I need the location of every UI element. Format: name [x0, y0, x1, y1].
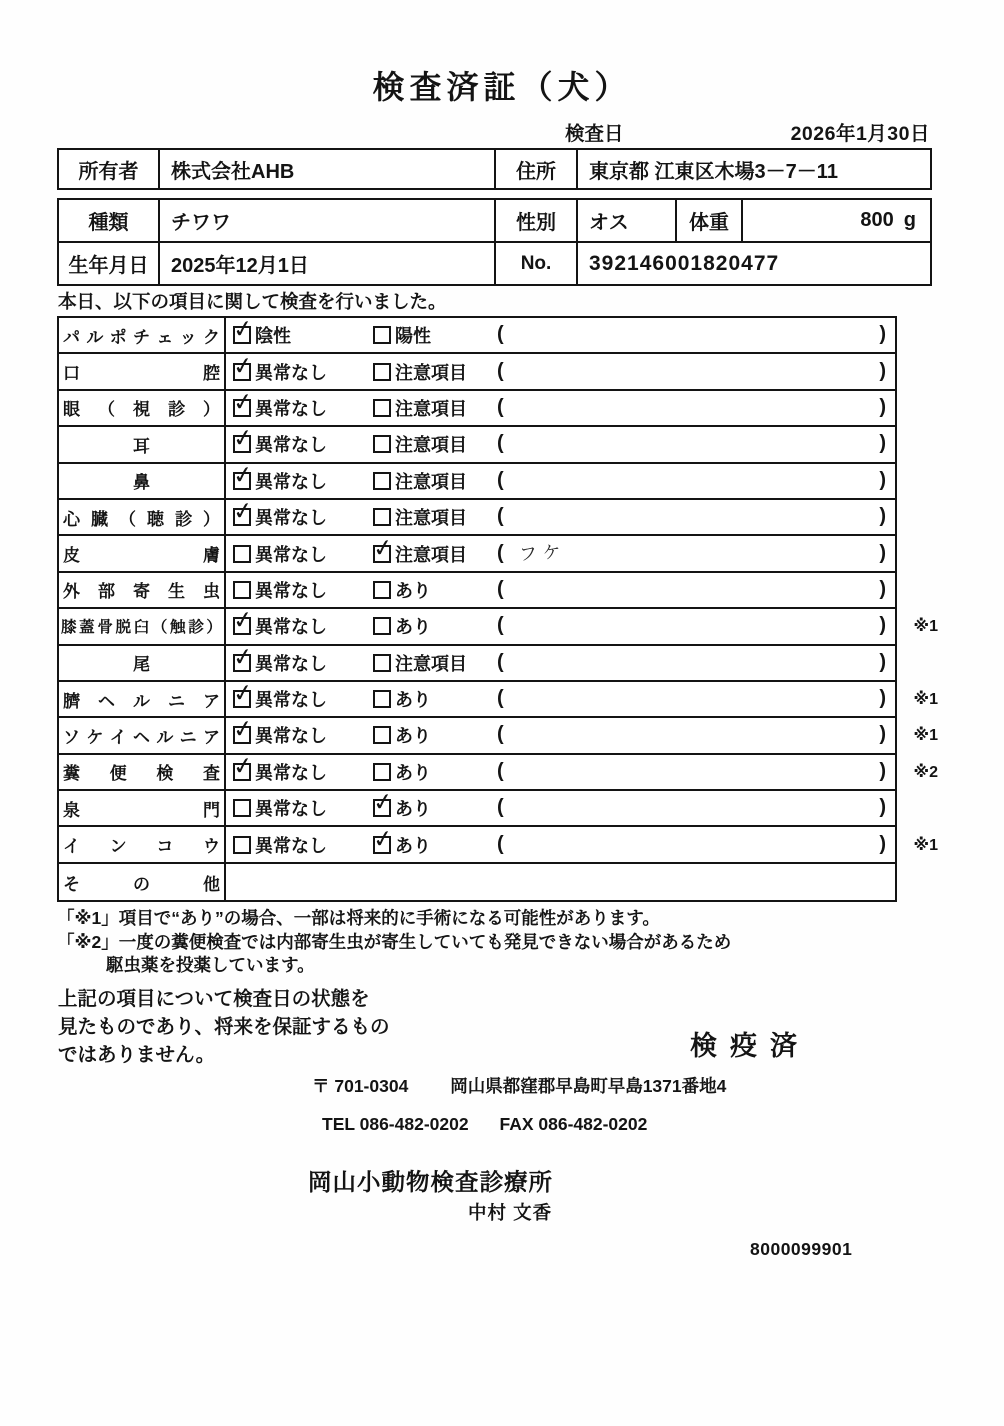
paren-close: ) — [879, 468, 886, 491]
row-label: 眼 （ 視 診 ） — [59, 391, 226, 425]
checklist-row — [59, 609, 938, 645]
option-1 — [233, 464, 327, 498]
row-options — [226, 682, 895, 716]
checklist-row — [59, 791, 895, 827]
footnote-marker: ※2 — [913, 763, 938, 781]
breed-value: チワワ — [160, 200, 496, 241]
row-options — [226, 755, 895, 789]
option-label: 異常なし — [255, 544, 327, 565]
checkbox-icon — [233, 763, 251, 781]
option-label: あり — [395, 835, 431, 856]
animal-table — [57, 198, 932, 286]
animal-table-row-2 — [59, 243, 930, 284]
option-label: 異常なし — [255, 617, 327, 638]
paren-close: ) — [879, 832, 886, 855]
option-label: あり — [395, 726, 431, 747]
option-1 — [233, 427, 327, 461]
weight-unit: g — [903, 209, 916, 231]
row-label: パ ル ポ チ ェ ッ ク — [59, 318, 226, 352]
clinic-address: 岡山県都窪郡早島町早島1371番地4 — [450, 1076, 727, 1096]
paren-close: ) — [879, 796, 886, 819]
checkbox-icon — [373, 363, 391, 381]
checkbox-icon — [233, 399, 251, 417]
checklist-row — [59, 318, 895, 354]
number-label: No. — [496, 243, 578, 284]
row-options — [226, 354, 895, 388]
option-1 — [233, 354, 327, 388]
checkbox-icon — [373, 763, 391, 781]
paren-close: ) — [879, 505, 886, 528]
quarantine-stamp: 検疫済 — [690, 1031, 810, 1061]
weight-number: 800 — [860, 209, 894, 231]
checkbox-icon — [373, 508, 391, 526]
checkbox-icon — [233, 363, 251, 381]
checkbox-icon — [233, 581, 251, 599]
option-2 — [373, 427, 467, 461]
checkbox-icon — [233, 326, 251, 344]
owner-table — [57, 148, 932, 190]
paren-close: ) — [879, 650, 886, 673]
owner-label: 所有者 — [59, 150, 160, 188]
option-2 — [373, 500, 467, 534]
document-code: 8000099901 — [750, 1239, 853, 1259]
disclaimer-line-2: 見たものであり、将来を保証するもの — [58, 1016, 390, 1038]
option-label: あり — [395, 762, 431, 783]
address-value: 東京都 江東区木場3－7－11 — [589, 160, 838, 183]
option-label: 注意項目 — [395, 544, 467, 565]
birthdate-value: 2025年12月1日 — [160, 243, 496, 284]
paren-open: ( — [497, 396, 504, 419]
checkbox-icon — [373, 581, 391, 599]
option-2 — [373, 354, 467, 388]
checkbox-icon — [233, 654, 251, 672]
row-options — [226, 718, 895, 752]
row-options — [226, 573, 895, 607]
row-options — [226, 464, 895, 498]
checkbox-icon — [233, 799, 251, 817]
checklist-row — [59, 827, 938, 863]
checklist-row — [59, 864, 895, 900]
option-label: 異常なし — [255, 398, 327, 419]
inspection-date-row — [57, 118, 932, 144]
row-label: 泉 門 — [59, 791, 226, 825]
option-label: 注意項目 — [395, 653, 467, 674]
footnote-1: 「※1」項目で“あり”の場合、一部は将来的に手術になる可能性があります。 — [57, 908, 660, 928]
option-label: 異常なし — [255, 762, 327, 783]
weight-label: 体重 — [677, 200, 743, 241]
paren-open: ( — [497, 468, 504, 491]
animal-table-row-1 — [59, 200, 930, 243]
row-options — [226, 864, 895, 900]
footnote-marker: ※1 — [913, 836, 938, 854]
checkbox-icon — [373, 435, 391, 453]
row-options — [226, 391, 895, 425]
paren-open: ( — [497, 541, 504, 564]
paren-close: ) — [879, 687, 886, 710]
row-label: そ の 他 — [59, 864, 226, 900]
paren-open: ( — [497, 759, 504, 782]
option-label: 異常なし — [255, 471, 327, 492]
birthdate-label: 生年月日 — [59, 243, 160, 284]
row-label: 耳 — [59, 427, 226, 461]
option-label: 注意項目 — [395, 398, 467, 419]
option-1 — [233, 755, 327, 789]
option-label: あり — [395, 690, 431, 711]
option-label: 異常なし — [255, 580, 327, 601]
option-label: 注意項目 — [395, 508, 467, 529]
page-title: 検査済証（犬） — [372, 69, 632, 105]
option-label: 陰性 — [255, 326, 291, 347]
checkbox-icon — [373, 545, 391, 563]
checklist-row — [59, 354, 895, 390]
checklist-row — [59, 536, 895, 572]
checkbox-icon — [233, 690, 251, 708]
row-label: 鼻 — [59, 464, 226, 498]
option-1 — [233, 791, 327, 825]
footnote-marker: ※1 — [913, 727, 938, 745]
option-2 — [373, 464, 467, 498]
row-options — [226, 318, 895, 352]
row-label: 膝 蓋 骨 脱 臼 （ 触 診 ） — [59, 609, 226, 643]
owner-value: 株式会社AHB — [160, 150, 496, 188]
row-options — [226, 646, 895, 680]
option-label: あり — [395, 580, 431, 601]
checkbox-icon — [373, 326, 391, 344]
row-options — [226, 500, 895, 534]
paren-close: ) — [879, 541, 886, 564]
row-label: ソ ケ イ ヘ ル ニ ア — [59, 718, 226, 752]
row-options — [226, 827, 895, 861]
checkbox-icon — [233, 545, 251, 563]
paren-open: ( — [497, 614, 504, 637]
option-1 — [233, 318, 291, 352]
checkbox-icon — [373, 654, 391, 672]
option-2 — [373, 791, 431, 825]
row-label: 口 腔 — [59, 354, 226, 388]
paren-close: ) — [879, 396, 886, 419]
option-1 — [233, 500, 327, 534]
clinic-fax: FAX 086-482-0202 — [499, 1114, 648, 1134]
paren-open: ( — [497, 723, 504, 746]
option-label: 異常なし — [255, 653, 327, 674]
checkbox-icon — [373, 617, 391, 635]
address-label: 住所 — [496, 150, 578, 188]
option-label: 異常なし — [255, 799, 327, 820]
row-options — [226, 609, 895, 643]
option-label: あり — [395, 799, 431, 820]
option-1 — [233, 573, 327, 607]
checklist-row — [59, 718, 938, 754]
clinic-name: 岡山小動物検査診療所 — [308, 1169, 553, 1195]
checklist-row — [59, 682, 938, 718]
row-options — [226, 791, 895, 825]
option-2 — [373, 718, 431, 752]
option-2 — [373, 536, 467, 570]
checklist-row — [59, 500, 895, 536]
checkbox-icon — [373, 472, 391, 490]
option-label: 異常なし — [255, 435, 327, 456]
paren-close: ) — [879, 577, 886, 600]
row-label: 心 臓 （ 聴 診 ） — [59, 500, 226, 534]
footnote-2-line1: 「※2」一度の糞便検査では内部寄生虫が寄生していても発見できない場合があるため — [57, 931, 732, 952]
option-2 — [373, 827, 431, 861]
option-2 — [373, 646, 467, 680]
option-1 — [233, 718, 327, 752]
breed-label: 種類 — [59, 200, 160, 241]
sex-label: 性別 — [496, 200, 578, 241]
row-options — [226, 536, 895, 570]
checkbox-icon — [373, 399, 391, 417]
checkbox-icon — [233, 435, 251, 453]
checklist-row — [59, 573, 895, 609]
option-label: 異常なし — [255, 835, 327, 856]
paren-open: ( — [497, 577, 504, 600]
checkbox-icon — [373, 836, 391, 854]
paren-open: ( — [497, 687, 504, 710]
paren-open: ( — [497, 796, 504, 819]
option-label: 異常なし — [255, 362, 327, 383]
option-label: あり — [395, 617, 431, 638]
checklist-row — [59, 646, 895, 682]
option-label: 異常なし — [255, 726, 327, 747]
paren-close: ) — [879, 723, 886, 746]
paren-close: ) — [879, 759, 886, 782]
checkbox-icon — [233, 472, 251, 490]
checkbox-icon — [373, 726, 391, 744]
paren-close: ) — [879, 323, 886, 346]
paren-open: ( — [497, 432, 504, 455]
clinic-address-line — [312, 1073, 726, 1098]
paren-close: ) — [879, 432, 886, 455]
option-1 — [233, 827, 327, 861]
clinic-phone-line — [322, 1114, 647, 1135]
checklist-row — [59, 464, 895, 500]
footnote-2-line2: 駆虫薬を投薬しています。 — [106, 955, 315, 975]
option-label: 注意項目 — [395, 471, 467, 492]
option-label: 異常なし — [255, 690, 327, 711]
option-label: 注意項目 — [395, 435, 467, 456]
footnotes — [57, 907, 731, 978]
option-1 — [233, 609, 327, 643]
row-label: イ ン コ ウ — [59, 827, 226, 861]
weight-value — [743, 200, 930, 241]
row-label: 皮 膚 — [59, 536, 226, 570]
option-2 — [373, 391, 467, 425]
number-value: 392146001820477 — [589, 251, 780, 275]
option-2 — [373, 609, 431, 643]
row-options — [226, 427, 895, 461]
checkbox-icon — [233, 836, 251, 854]
checklist-table — [57, 316, 938, 902]
handwritten-note: フケ — [518, 541, 568, 565]
checkbox-icon — [373, 799, 391, 817]
option-label: 注意項目 — [395, 362, 467, 383]
paren-open: ( — [497, 505, 504, 528]
footnote-marker: ※1 — [913, 691, 938, 709]
paren-open: ( — [497, 359, 504, 382]
disclaimer-line-1: 上記の項目について検査日の状態を — [58, 988, 370, 1010]
checkbox-icon — [233, 726, 251, 744]
disclaimer-line-3: ではありません。 — [58, 1044, 216, 1066]
postal-code: 〒 701-0304 — [312, 1076, 409, 1096]
option-2 — [373, 755, 431, 789]
checkbox-icon — [233, 617, 251, 635]
disclaimer-text — [58, 985, 390, 1069]
checkbox-icon — [233, 508, 251, 526]
option-label: 異常なし — [255, 508, 327, 529]
option-1 — [233, 536, 327, 570]
paren-open: ( — [497, 323, 504, 346]
paren-close: ) — [879, 614, 886, 637]
veterinarian-name: 中村 文香 — [468, 1202, 553, 1223]
option-1 — [233, 391, 327, 425]
row-label: 臍 ヘ ル ニ ア — [59, 682, 226, 716]
option-2 — [373, 682, 431, 716]
checklist-row — [59, 427, 895, 463]
paren-open: ( — [497, 650, 504, 673]
paren-close: ) — [879, 359, 886, 382]
option-label: 陽性 — [395, 326, 431, 347]
row-label: 尾 — [59, 646, 226, 680]
option-1 — [233, 682, 327, 716]
sex-value: オス — [578, 200, 677, 241]
footnote-marker: ※1 — [913, 618, 938, 636]
checklist-row — [59, 391, 895, 427]
option-1 — [233, 646, 327, 680]
paren-open: ( — [497, 832, 504, 855]
inspection-date-label: 検査日 — [565, 123, 624, 145]
row-label: 外 部 寄 生 虫 — [59, 573, 226, 607]
option-2 — [373, 573, 431, 607]
inspection-date-value: 2026年1月30日 — [790, 123, 930, 145]
clinic-tel: TEL 086-482-0202 — [322, 1114, 469, 1134]
checklist-row — [59, 755, 938, 791]
intro-text: 本日、以下の項目に関して検査を行いました。 — [58, 291, 447, 312]
option-2 — [373, 318, 431, 352]
checkbox-icon — [373, 690, 391, 708]
row-label: 糞 便 検 査 — [59, 755, 226, 789]
